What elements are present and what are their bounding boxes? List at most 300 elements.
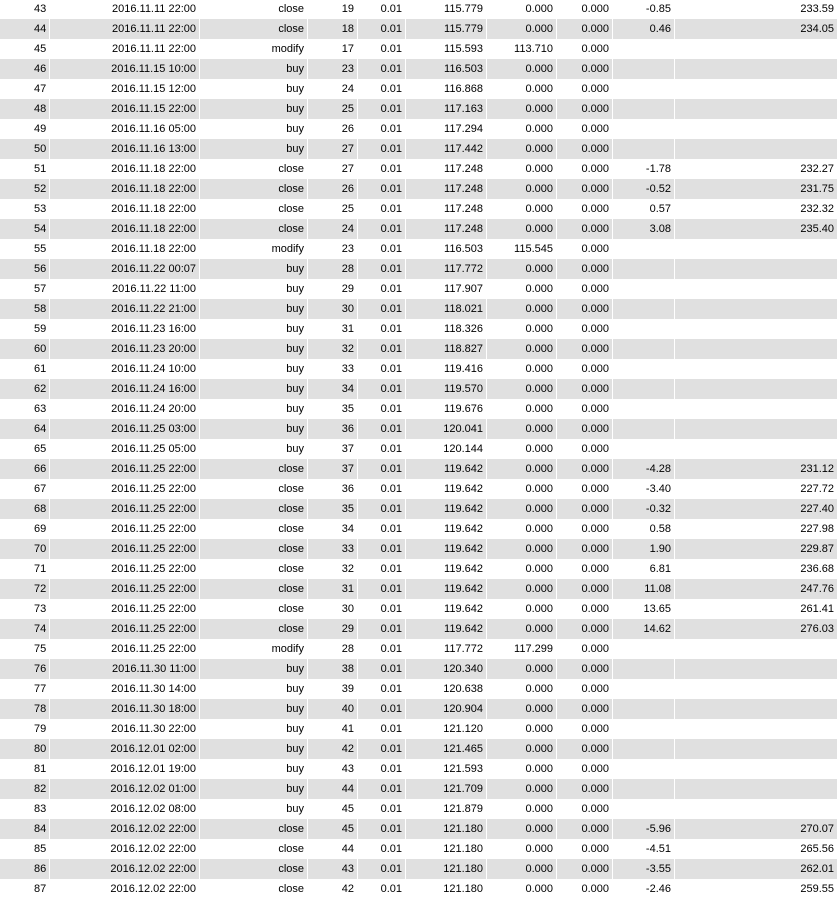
size-cell: 0.01 — [358, 579, 406, 599]
row-number-cell: 83 — [0, 799, 50, 819]
profit-cell — [613, 799, 675, 819]
order-cell: 43 — [308, 859, 358, 879]
profit-cell — [613, 399, 675, 419]
table-row — [0, 679, 837, 699]
price-cell: 115.593 — [406, 39, 487, 59]
size-cell: 0.01 — [358, 279, 406, 299]
profit-cell — [613, 779, 675, 799]
price-cell: 119.570 — [406, 379, 487, 399]
row-number-cell: 46 — [0, 59, 50, 79]
profit-cell: 0.57 — [613, 199, 675, 219]
size-cell: 0.01 — [358, 219, 406, 239]
price-cell: 119.642 — [406, 459, 487, 479]
price-cell: 121.180 — [406, 879, 487, 899]
stop-loss-cell: 0.000 — [487, 499, 557, 519]
size-cell: 0.01 — [358, 459, 406, 479]
table-row — [0, 859, 837, 879]
row-number-cell: 54 — [0, 219, 50, 239]
take-profit-cell: 0.000 — [557, 0, 613, 19]
price-cell: 116.503 — [406, 59, 487, 79]
stop-loss-cell: 0.000 — [487, 379, 557, 399]
order-cell: 19 — [308, 0, 358, 19]
row-number-cell: 64 — [0, 419, 50, 439]
type-cell: buy — [200, 259, 308, 279]
table-row — [0, 579, 837, 599]
table-row — [0, 739, 837, 759]
balance-cell — [675, 379, 837, 399]
stop-loss-cell: 0.000 — [487, 259, 557, 279]
size-cell: 0.01 — [358, 439, 406, 459]
size-cell: 0.01 — [358, 559, 406, 579]
profit-cell — [613, 319, 675, 339]
profit-cell: -3.40 — [613, 479, 675, 499]
take-profit-cell: 0.000 — [557, 359, 613, 379]
type-cell: close — [200, 19, 308, 39]
type-cell: close — [200, 179, 308, 199]
price-cell: 121.180 — [406, 859, 487, 879]
table-row — [0, 259, 837, 279]
balance-cell: 235.40 — [675, 219, 837, 239]
time-cell: 2016.12.02 22:00 — [50, 879, 200, 899]
stop-loss-cell: 0.000 — [487, 399, 557, 419]
time-cell: 2016.12.01 02:00 — [50, 739, 200, 759]
stop-loss-cell: 0.000 — [487, 219, 557, 239]
price-cell: 118.021 — [406, 299, 487, 319]
order-cell: 32 — [308, 339, 358, 359]
stop-loss-cell: 0.000 — [487, 0, 557, 19]
time-cell: 2016.12.02 22:00 — [50, 819, 200, 839]
profit-cell — [613, 279, 675, 299]
stop-loss-cell: 0.000 — [487, 159, 557, 179]
profit-cell — [613, 719, 675, 739]
stop-loss-cell: 0.000 — [487, 419, 557, 439]
row-number-cell: 58 — [0, 299, 50, 319]
size-cell: 0.01 — [358, 99, 406, 119]
table-row — [0, 839, 837, 859]
time-cell: 2016.11.25 22:00 — [50, 559, 200, 579]
price-cell: 115.779 — [406, 19, 487, 39]
size-cell: 0.01 — [358, 419, 406, 439]
time-cell: 2016.11.22 11:00 — [50, 279, 200, 299]
order-cell: 17 — [308, 39, 358, 59]
price-cell: 121.180 — [406, 839, 487, 859]
balance-cell — [675, 719, 837, 739]
balance-cell: 231.75 — [675, 179, 837, 199]
stop-loss-cell: 0.000 — [487, 579, 557, 599]
size-cell: 0.01 — [358, 839, 406, 859]
order-cell: 23 — [308, 59, 358, 79]
row-number-cell: 68 — [0, 499, 50, 519]
size-cell: 0.01 — [358, 199, 406, 219]
time-cell: 2016.11.25 05:00 — [50, 439, 200, 459]
size-cell: 0.01 — [358, 879, 406, 899]
order-cell: 28 — [308, 259, 358, 279]
time-cell: 2016.12.01 19:00 — [50, 759, 200, 779]
stop-loss-cell: 0.000 — [487, 179, 557, 199]
row-number-cell: 75 — [0, 639, 50, 659]
table-row — [0, 459, 837, 479]
stop-loss-cell: 0.000 — [487, 119, 557, 139]
type-cell: close — [200, 619, 308, 639]
take-profit-cell: 0.000 — [557, 239, 613, 259]
price-cell: 117.442 — [406, 139, 487, 159]
type-cell: close — [200, 0, 308, 19]
table-row — [0, 819, 837, 839]
price-cell: 117.248 — [406, 179, 487, 199]
take-profit-cell: 0.000 — [557, 459, 613, 479]
profit-cell: 6.81 — [613, 559, 675, 579]
table-row — [0, 219, 837, 239]
price-cell: 119.642 — [406, 539, 487, 559]
profit-cell: 3.08 — [613, 219, 675, 239]
size-cell: 0.01 — [358, 319, 406, 339]
size-cell: 0.01 — [358, 539, 406, 559]
time-cell: 2016.11.15 12:00 — [50, 79, 200, 99]
stop-loss-cell: 0.000 — [487, 679, 557, 699]
type-cell: buy — [200, 59, 308, 79]
size-cell: 0.01 — [358, 759, 406, 779]
take-profit-cell: 0.000 — [557, 419, 613, 439]
time-cell: 2016.11.23 20:00 — [50, 339, 200, 359]
order-cell: 42 — [308, 879, 358, 899]
time-cell: 2016.11.25 22:00 — [50, 599, 200, 619]
stop-loss-cell: 0.000 — [487, 439, 557, 459]
row-number-cell: 76 — [0, 659, 50, 679]
type-cell: close — [200, 219, 308, 239]
order-cell: 24 — [308, 79, 358, 99]
size-cell: 0.01 — [358, 499, 406, 519]
balance-cell: 227.72 — [800, 483, 834, 495]
type-cell: buy — [200, 339, 308, 359]
take-profit-cell: 0.000 — [557, 439, 613, 459]
size-cell: 0.01 — [358, 0, 406, 19]
take-profit-cell: 0.000 — [557, 559, 613, 579]
size-cell: 0.01 — [358, 299, 406, 319]
time-cell: 2016.11.30 14:00 — [50, 679, 200, 699]
type-cell: close — [200, 879, 308, 899]
balance-cell: 227.98 — [800, 523, 834, 535]
order-cell: 45 — [308, 819, 358, 839]
order-cell: 35 — [308, 499, 358, 519]
type-cell: buy — [200, 759, 308, 779]
price-cell: 116.868 — [406, 79, 487, 99]
size-cell: 0.01 — [358, 619, 406, 639]
price-cell: 118.326 — [406, 319, 487, 339]
row-number-cell: 86 — [0, 859, 50, 879]
size-cell: 0.01 — [358, 59, 406, 79]
take-profit-cell: 0.000 — [557, 19, 613, 39]
balance-cell: 234.05 — [675, 19, 837, 39]
time-cell: 2016.11.25 22:00 — [50, 579, 200, 599]
price-cell: 117.294 — [406, 119, 487, 139]
row-number-cell: 53 — [0, 199, 50, 219]
balance-cell — [675, 419, 837, 439]
table-row — [0, 499, 837, 519]
balance-cell: 236.68 — [800, 563, 834, 575]
order-cell: 18 — [308, 19, 358, 39]
profit-cell — [613, 759, 675, 779]
time-cell: 2016.11.18 22:00 — [50, 199, 200, 219]
row-number-cell: 52 — [0, 179, 50, 199]
balance-cell: 276.03 — [675, 619, 837, 639]
order-cell: 33 — [308, 539, 358, 559]
take-profit-cell: 0.000 — [557, 859, 613, 879]
row-number-cell: 45 — [0, 39, 50, 59]
balance-cell: 227.40 — [675, 499, 837, 519]
table-row — [0, 779, 837, 799]
table-row — [0, 39, 837, 59]
type-cell: close — [200, 519, 308, 539]
profit-cell — [613, 699, 675, 719]
take-profit-cell: 0.000 — [557, 679, 613, 699]
price-cell: 117.907 — [406, 279, 487, 299]
price-cell: 119.642 — [406, 519, 487, 539]
time-cell: 2016.12.02 01:00 — [50, 779, 200, 799]
table-row — [0, 359, 837, 379]
profit-cell — [613, 639, 675, 659]
profit-cell: -5.96 — [613, 819, 675, 839]
price-cell: 120.144 — [406, 439, 487, 459]
price-cell: 117.772 — [406, 639, 487, 659]
type-cell: close — [200, 559, 308, 579]
table-row — [0, 59, 837, 79]
balance-cell — [675, 99, 837, 119]
order-cell: 42 — [308, 739, 358, 759]
price-cell: 119.642 — [406, 479, 487, 499]
stop-loss-cell: 0.000 — [487, 619, 557, 639]
balance-cell — [675, 779, 837, 799]
balance-cell — [675, 439, 837, 459]
order-cell: 31 — [308, 579, 358, 599]
table-row — [0, 179, 837, 199]
take-profit-cell: 0.000 — [557, 99, 613, 119]
take-profit-cell: 0.000 — [557, 139, 613, 159]
table-row — [0, 419, 837, 439]
table-row — [0, 379, 837, 399]
balance-cell — [675, 699, 837, 719]
size-cell: 0.01 — [358, 819, 406, 839]
take-profit-cell: 0.000 — [557, 879, 613, 899]
take-profit-cell: 0.000 — [557, 779, 613, 799]
profit-cell — [613, 119, 675, 139]
size-cell: 0.01 — [358, 39, 406, 59]
type-cell: buy — [200, 419, 308, 439]
row-number-cell: 82 — [0, 779, 50, 799]
table-row — [0, 159, 837, 179]
price-cell: 121.709 — [406, 779, 487, 799]
size-cell: 0.01 — [358, 739, 406, 759]
type-cell: buy — [200, 719, 308, 739]
type-cell: close — [200, 499, 308, 519]
table-row — [0, 199, 837, 219]
profit-cell — [613, 359, 675, 379]
type-cell: close — [200, 599, 308, 619]
profit-cell: 0.58 — [613, 519, 675, 539]
row-number-cell: 50 — [0, 139, 50, 159]
row-number-cell: 78 — [0, 699, 50, 719]
row-number-cell: 61 — [0, 359, 50, 379]
time-cell: 2016.11.25 22:00 — [50, 639, 200, 659]
type-cell: buy — [200, 679, 308, 699]
type-cell: buy — [200, 399, 308, 419]
price-cell: 118.827 — [406, 339, 487, 359]
table-row — [0, 79, 837, 99]
balance-cell — [675, 139, 837, 159]
balance-cell — [675, 799, 837, 819]
size-cell: 0.01 — [358, 719, 406, 739]
order-cell: 24 — [308, 219, 358, 239]
time-cell: 2016.11.16 13:00 — [50, 139, 200, 159]
row-number-cell: 80 — [0, 739, 50, 759]
stop-loss-cell: 0.000 — [487, 699, 557, 719]
order-cell: 38 — [308, 659, 358, 679]
time-cell: 2016.11.15 10:00 — [50, 59, 200, 79]
size-cell: 0.01 — [358, 259, 406, 279]
price-cell: 117.772 — [406, 259, 487, 279]
row-number-cell: 47 — [0, 79, 50, 99]
profit-cell: -4.51 — [613, 839, 675, 859]
take-profit-cell: 0.000 — [557, 719, 613, 739]
time-cell: 2016.11.18 22:00 — [50, 219, 200, 239]
time-cell: 2016.11.11 22:00 — [50, 19, 200, 39]
size-cell: 0.01 — [358, 119, 406, 139]
row-number-cell: 69 — [0, 519, 50, 539]
type-cell: close — [200, 539, 308, 559]
profit-cell — [613, 239, 675, 259]
take-profit-cell: 0.000 — [557, 119, 613, 139]
row-number-cell: 79 — [0, 719, 50, 739]
order-cell: 25 — [308, 99, 358, 119]
table-row — [0, 719, 837, 739]
size-cell: 0.01 — [358, 179, 406, 199]
table-row — [0, 519, 837, 539]
price-cell: 117.248 — [406, 219, 487, 239]
type-cell: buy — [200, 79, 308, 99]
order-cell: 34 — [308, 379, 358, 399]
take-profit-cell: 0.000 — [557, 299, 613, 319]
stop-loss-cell: 0.000 — [487, 19, 557, 39]
type-cell: buy — [200, 99, 308, 119]
row-number-cell: 74 — [0, 619, 50, 639]
take-profit-cell: 0.000 — [557, 219, 613, 239]
size-cell: 0.01 — [358, 699, 406, 719]
order-cell: 31 — [308, 319, 358, 339]
take-profit-cell: 0.000 — [557, 659, 613, 679]
profit-cell: 11.08 — [613, 579, 675, 599]
size-cell: 0.01 — [358, 799, 406, 819]
price-cell: 121.120 — [406, 719, 487, 739]
type-cell: buy — [200, 279, 308, 299]
take-profit-cell: 0.000 — [557, 59, 613, 79]
row-number-cell: 67 — [0, 479, 50, 499]
balance-cell — [675, 259, 837, 279]
stop-loss-cell: 115.545 — [487, 239, 557, 259]
balance-cell — [675, 299, 837, 319]
stop-loss-cell: 0.000 — [487, 199, 557, 219]
table-row — [0, 639, 837, 659]
take-profit-cell: 0.000 — [557, 319, 613, 339]
price-cell: 117.163 — [406, 99, 487, 119]
stop-loss-cell: 0.000 — [487, 779, 557, 799]
time-cell: 2016.11.30 22:00 — [50, 719, 200, 739]
size-cell: 0.01 — [358, 19, 406, 39]
time-cell: 2016.11.23 16:00 — [50, 319, 200, 339]
row-number-cell: 55 — [0, 239, 50, 259]
table-row — [0, 879, 837, 899]
time-cell: 2016.11.16 05:00 — [50, 119, 200, 139]
order-cell: 44 — [308, 839, 358, 859]
profit-cell — [613, 299, 675, 319]
price-cell: 119.416 — [406, 359, 487, 379]
balance-cell: 247.76 — [675, 579, 837, 599]
stop-loss-cell: 0.000 — [487, 719, 557, 739]
order-cell: 23 — [308, 239, 358, 259]
take-profit-cell: 0.000 — [557, 599, 613, 619]
table-row — [0, 319, 837, 339]
take-profit-cell: 0.000 — [557, 499, 613, 519]
size-cell: 0.01 — [358, 399, 406, 419]
take-profit-cell: 0.000 — [557, 279, 613, 299]
order-cell: 27 — [308, 159, 358, 179]
balance-cell: 261.41 — [800, 603, 834, 615]
price-cell: 121.180 — [406, 819, 487, 839]
row-number-cell: 65 — [0, 439, 50, 459]
balance-cell — [675, 759, 837, 779]
take-profit-cell: 0.000 — [557, 399, 613, 419]
order-cell: 26 — [308, 179, 358, 199]
price-cell: 121.879 — [406, 799, 487, 819]
price-cell: 117.248 — [406, 159, 487, 179]
order-cell: 44 — [308, 779, 358, 799]
row-number-cell: 81 — [0, 759, 50, 779]
time-cell: 2016.11.15 22:00 — [50, 99, 200, 119]
order-cell: 25 — [308, 199, 358, 219]
time-cell: 2016.11.25 22:00 — [50, 519, 200, 539]
row-number-cell: 56 — [0, 259, 50, 279]
order-cell: 27 — [308, 139, 358, 159]
profit-cell: -2.46 — [613, 879, 675, 899]
stop-loss-cell: 0.000 — [487, 739, 557, 759]
time-cell: 2016.11.18 22:00 — [50, 159, 200, 179]
table-row — [0, 279, 837, 299]
balance-cell — [675, 739, 837, 759]
profit-cell: -0.52 — [613, 179, 675, 199]
time-cell: 2016.11.30 11:00 — [50, 659, 200, 679]
size-cell: 0.01 — [358, 599, 406, 619]
balance-cell — [675, 659, 837, 679]
type-cell: buy — [200, 439, 308, 459]
take-profit-cell: 0.000 — [557, 339, 613, 359]
size-cell: 0.01 — [358, 339, 406, 359]
type-cell: close — [200, 199, 308, 219]
type-cell: modify — [200, 239, 308, 259]
type-cell: buy — [200, 379, 308, 399]
profit-cell — [613, 379, 675, 399]
table-row — [0, 759, 837, 779]
row-number-cell: 84 — [0, 819, 50, 839]
balance-cell — [675, 679, 837, 699]
balance-cell — [675, 79, 837, 99]
order-cell: 33 — [308, 359, 358, 379]
time-cell: 2016.11.18 22:00 — [50, 179, 200, 199]
row-number-cell: 60 — [0, 339, 50, 359]
table-row — [0, 339, 837, 359]
time-cell: 2016.11.25 22:00 — [50, 499, 200, 519]
profit-cell: 1.90 — [613, 539, 675, 559]
take-profit-cell: 0.000 — [557, 39, 613, 59]
size-cell: 0.01 — [358, 859, 406, 879]
order-cell: 26 — [308, 119, 358, 139]
